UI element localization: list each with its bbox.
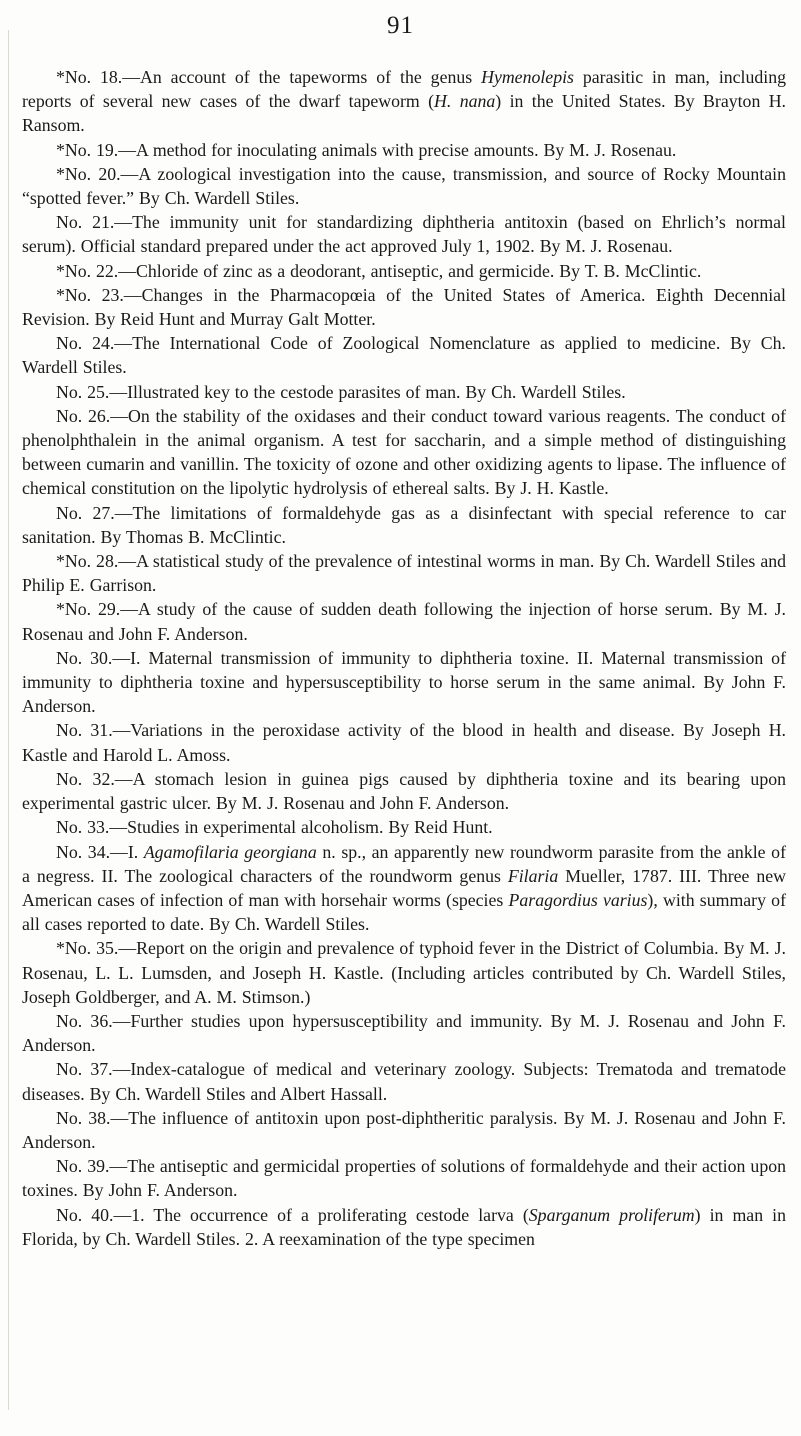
bulletin-entry — [22, 1057, 786, 1105]
bulletin-entry — [22, 1203, 786, 1251]
entry-text: *No. 23.—Changes in the Pharmacopœia of the United States of America. Eighth Decennial Revision. By Reid Hunt and Murray Galt Motter. — [22, 284, 786, 330]
bulletin-entry — [22, 162, 786, 210]
entry-text: Mueller, 1787. III. Three new American cases of infection of man with horsehair worms (species — [22, 865, 786, 910]
bulletin-entry — [22, 404, 786, 501]
bulletin-entry — [22, 718, 786, 766]
entry-text: No. 24.—The International Code of Zoological Nomenclature as applied to medicine. By Ch. Wardell Stiles. — [22, 333, 786, 378]
bulletin-entry — [22, 283, 786, 331]
bulletin-entry — [22, 1106, 786, 1154]
entry-text: No. 30.—I. Maternal transmission of immunity to diphtheria toxine. II. Maternal transmission of immunity to diphtheria toxine and hypersusceptibility to horse serum in the same animal. By John F. Anderson. — [22, 647, 786, 717]
italic-taxon: Filaria — [507, 865, 559, 886]
bulletin-entry — [22, 501, 786, 549]
entry-text: No. 37.—Index-catalogue of medical and veterinary zoology. Subjects: Trematoda and trematode diseases. By Ch. Wardell Stiles and Albert Hassall. — [22, 1059, 786, 1104]
entry-text: No. 33.—Studies in experimental alcoholism. By Reid Hunt. — [56, 817, 493, 838]
italic-taxon: Paragordius varius — [508, 889, 648, 910]
bulletin-entry — [22, 259, 786, 283]
entry-text: ) in the United States. By Brayton H. Ransom. — [22, 91, 786, 136]
entry-text: No. 27.—The limitations of formaldehyde gas as a disinfectant with special reference to car sanitation. By Thomas B. McClintic. — [22, 502, 786, 547]
italic-taxon: Hymenolepis — [481, 67, 574, 87]
bulletin-entry — [22, 138, 786, 162]
bulletin-entry — [22, 1154, 786, 1202]
italic-taxon: H. nana — [434, 91, 496, 112]
entry-text: *No. 20.—A zoological investigation into the cause, transmission, and source of Rocky Mountain “spotted fever.” By Ch. Wardell Stiles. — [22, 163, 786, 209]
bulletin-entry — [22, 65, 786, 138]
entry-text: No. 31.—Variations in the peroxidase activity of the blood in health and disease. By Joseph H. Kastle and Harold L. Amoss. — [22, 720, 786, 765]
entry-text: *No. 35.—Report on the origin and prevalence of typhoid fever in the District of Columbia. By M. J. Rosenau, L. L. Lumsden, and Joseph H. Kastle. (Including articles contributed by Ch. Wardell Stiles, Joseph Goldberger, and A. M. Stimson.) — [22, 938, 786, 1007]
entry-text: No. 40.—1. The occurrence of a proliferating cestode larva ( — [56, 1204, 529, 1225]
page-number: 91 — [387, 12, 414, 39]
entry-text: No. 26.—On the stability of the oxidases and their conduct toward various reagents. The conduct of phenolphthalein in the animal organism. A test for saccharin, and a simple method of distinguishing between cumarin and vanillin. The toxicity of ozone and other oxidizing agents to lipase. The influence of chemical constitution on the lipolytic hydrolysis of ethereal salts. By J. H. Kastle. — [22, 405, 786, 499]
entry-text: ) in man in Florida, by Ch. Wardell Stiles. 2. A reexamination of the type specimen — [22, 1204, 786, 1249]
entry-text: No. 21.—The immunity unit for standardizing diphtheria antitoxin (based on Ehrlich’s normal serum). Official standard prepared under the act approved July 1, 1902. By M. J. Rosenau. — [22, 212, 786, 257]
entry-text: *No. 22.—Chloride of zinc as a deodorant, antiseptic, and germicide. By T. B. McClintic. — [56, 260, 702, 281]
entry-text: ), with summary of all cases reported to date. By Ch. Wardell Stiles. — [22, 889, 786, 935]
bulletin-entry — [22, 840, 786, 937]
entry-text: No. 36.—Further studies upon hypersusceptibility and immunity. By M. J. Rosenau and John F. Anderson. — [22, 1010, 786, 1056]
entry-text: No. 32.—A stomach lesion in guinea pigs caused by diphtheria toxine and its bearing upon experimental gastric ulcer. By M. J. Rosenau and John F. Anderson. — [22, 768, 786, 814]
bulletin-entry — [22, 597, 786, 645]
bulletin-entry — [22, 815, 786, 839]
entry-text: No. 25.—Illustrated key to the cestode parasites of man. By Ch. Wardell Stiles. — [56, 381, 626, 402]
bulletin-entry — [22, 380, 786, 404]
bulletin-entry — [22, 767, 786, 815]
italic-taxon: Sparganum proliferum — [528, 1204, 695, 1225]
scan-edge-line — [8, 30, 9, 1410]
entry-text: parasitic in man, including reports of several new cases of the dwarf tapeworm ( — [22, 67, 786, 112]
entry-text: No. 34.—I. — [56, 841, 144, 862]
italic-taxon: Agamofilaria georgiana — [143, 841, 317, 862]
entry-text: n. sp., an apparently new roundworm parasite from the ankle of a negress. II. The zoological characters of the roundworm genus — [22, 841, 786, 886]
bulletin-entry — [22, 331, 786, 379]
entry-text: *No. 18.—An account of the tapeworms of the genus — [56, 67, 482, 87]
entry-text: No. 38.—The influence of antitoxin upon post-diphtheritic paralysis. By M. J. Rosenau and John F. Anderson. — [22, 1107, 786, 1152]
bulletin-entry — [22, 646, 786, 719]
bulletin-list — [22, 65, 786, 1251]
entry-text: *No. 28.—A statistical study of the prevalence of intestinal worms in man. By Ch. Wardell Stiles and Philip E. Garrison. — [22, 551, 786, 596]
bulletin-entry — [22, 549, 786, 597]
entry-text: *No. 19.—A method for inoculating animals with precise amounts. By M. J. Rosenau. — [56, 139, 677, 160]
bulletin-entry — [22, 210, 786, 258]
entry-text: *No. 29.—A study of the cause of sudden death following the injection of horse serum. By M. J. Rosenau and John F. Anderson. — [22, 599, 786, 644]
bulletin-entry — [22, 1009, 786, 1057]
entry-text: No. 39.—The antiseptic and germicidal properties of solutions of formaldehyde and their action upon toxines. By John F. Anderson. — [22, 1156, 786, 1201]
bulletin-entry — [22, 936, 786, 1009]
